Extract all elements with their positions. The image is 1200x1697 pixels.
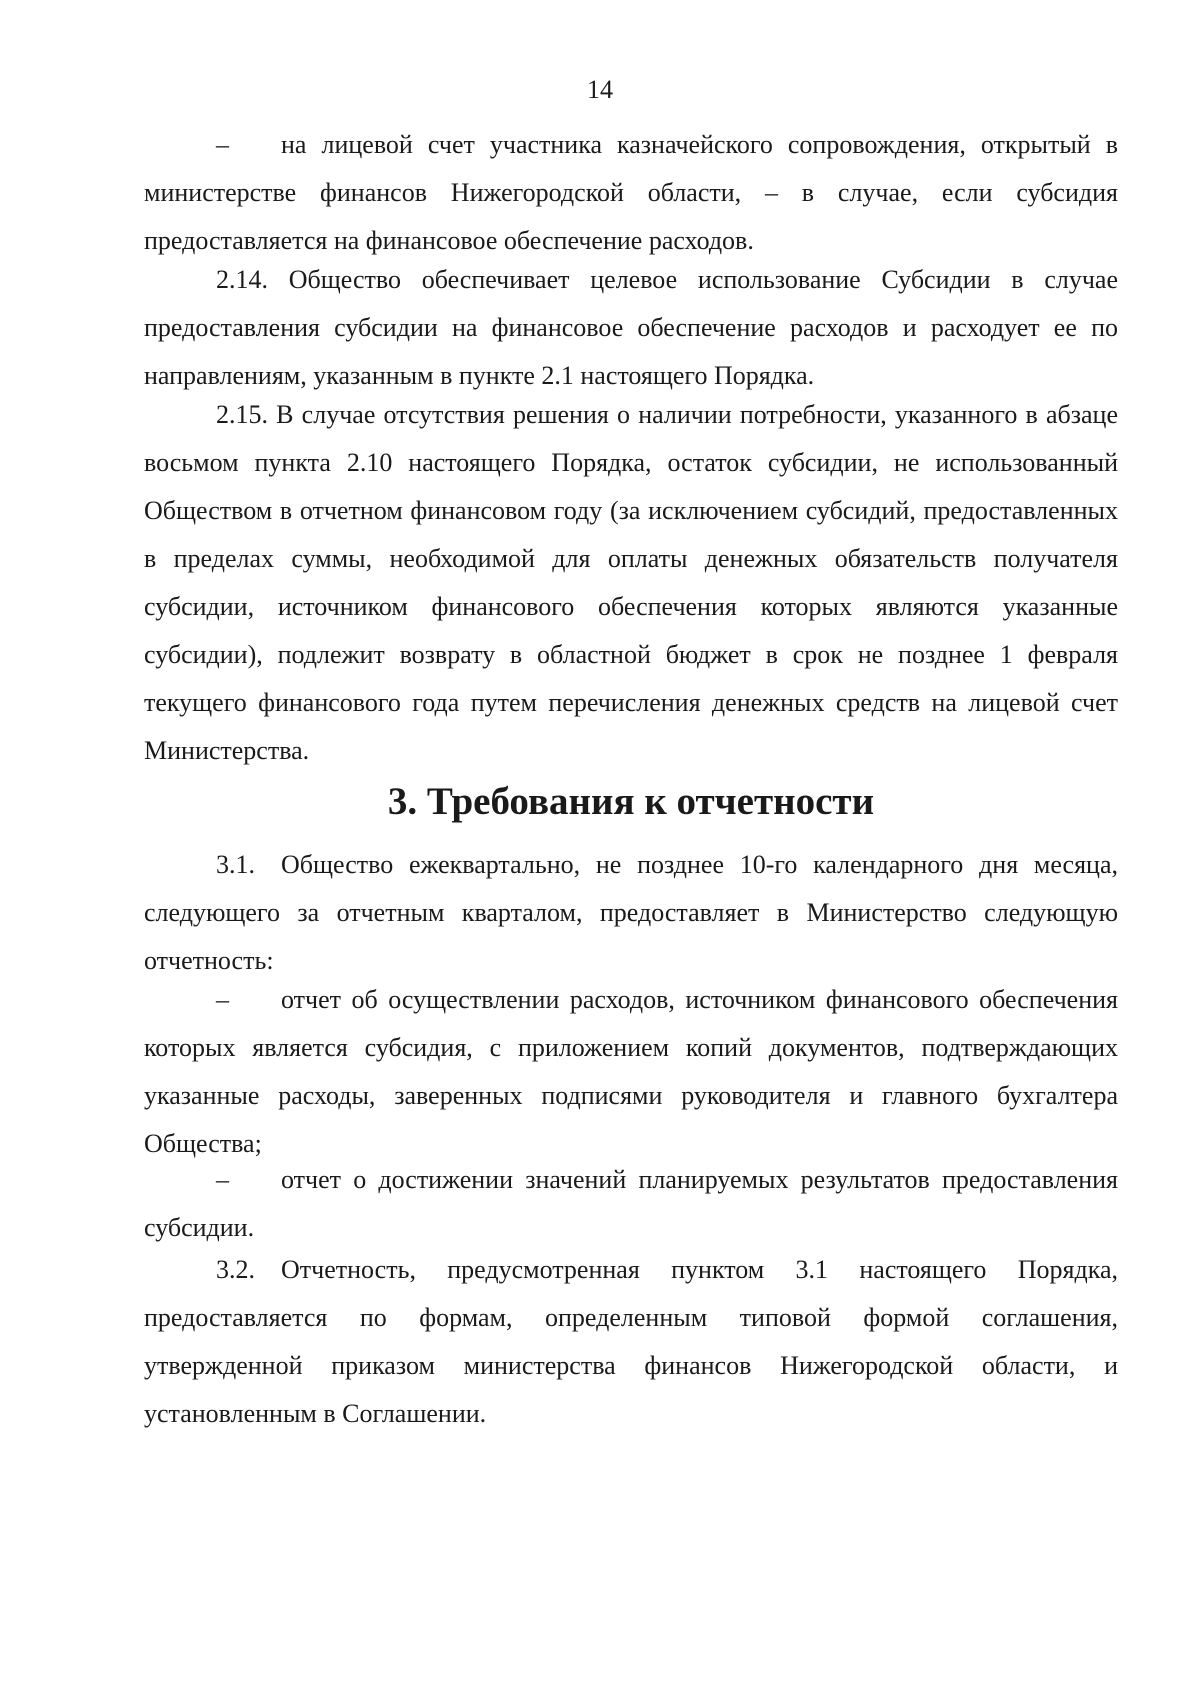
paragraph-2-14: 2.14. Общество обеспечивает целевое использование Субсидии в случае предоставления субсидии на финансовое обеспечение расходов и расходует ее по направлениям, указанным в пункте 2.1 настоящего Порядка. xyxy=(144,265,1118,390)
paragraph-treasury-account: – на лицевой счет участника казначейского сопровождения, открытый в министерстве финансов Нижегородской области, – в случае, если субсидия предоставляется на финансовое обеспечение расходов. xyxy=(144,130,1118,255)
paragraph-3-1: 3.1. Общество ежеквартально, не позднее 10-го календарного дня месяца, следующего за отчетным кварталом, предоставляет в Министерство следующую отчетность: xyxy=(144,850,1118,975)
paragraph-3-2: 3.2. Отчетность, предусмотренная пунктом 3.1 настоящего Порядка, предоставляется по формам, определенным типовой формой соглашения, утвержденной приказом министерства финансов Нижегородской области, и установленным в Соглашении. xyxy=(144,1255,1118,1428)
list-item-results-report: – отчет о достижении значений планируемых результатов предоставления субсидии. xyxy=(144,1165,1118,1242)
list-item-expense-report: – отчет об осуществлении расходов, источником финансового обеспечения которых является субсидия, с приложением копий документов, подтверждающих указанные расходы, заверенных подписями руководителя и главного бухгалтера Общества; xyxy=(144,985,1118,1158)
page-number: 14 xyxy=(587,75,613,104)
section-heading: 3. Требования к отчетности xyxy=(387,780,875,823)
paragraph-2-15: 2.15. В случае отсутствия решения о наличии потребности, указанного в абзаце восьмом пункта 2.10 настоящего Порядка, остаток субсидии, не использованный Обществом в отчетном финансовом году (за исключением субсидий, предоставленных в пределах суммы, необходимой для оплаты денежных обязательств получателя субсидии, источником финансового обеспечения которых являются указанные субсидии), подлежит возврату в областной бюджет в срок не позднее 1 февраля текущего финансового года путем перечисления денежных средств на лицевой счет Министерства. xyxy=(144,400,1118,765)
